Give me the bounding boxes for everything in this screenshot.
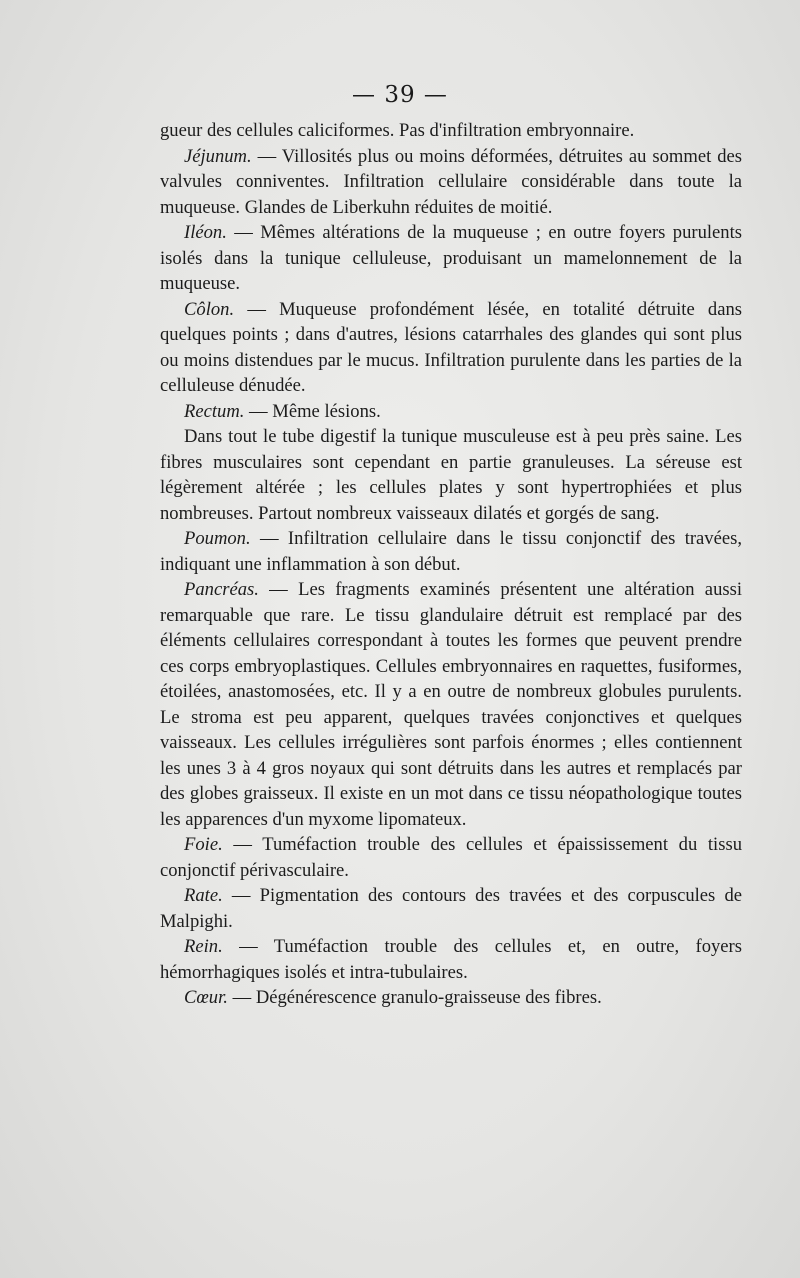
paragraph-text: — Les fragments examinés présentent une altération aussi remarquable que rare. Le tissu glandulaire détruit est remplacé par des éléments cellulaires correspondant à toutes les formes que peuvent prendre ces corps embryoplastiques. Cellules embryonnaires en raquettes, fusiformes, étoilées, anastomosées, etc. Il y a en outre de nombreux globules purulents. Le stroma est peu apparent, quelques travées conjonctives et quelques vaisseaux. Les cellules irrégulières sont parfois énormes ; elles contiennent les unes 3 à 4 gros noyaux qui sont détruits dans les autres et remplacés par des globes graisseux. Il existe en un mot dans ce tissu néopathologique toutes les apparences d'un myxome lipomateux. [160, 579, 742, 830]
paragraph-text: — Tuméfaction trouble des cellules et, en outre, foyers hémorrhagiques isolés et intra-tubulaires. [160, 936, 742, 983]
paragraph-rate [160, 883, 742, 934]
paragraph-text: — Même lésions. [244, 400, 381, 422]
organ-heading: Côlon. [184, 298, 235, 320]
paragraph-jejunum [160, 144, 742, 221]
paragraph-text: — Pigmentation des contours des travées et des corpuscules de Malpighi. [160, 885, 742, 932]
paragraph-text: gueur des cellules caliciformes. Pas d'infiltration embryonnaire. [160, 120, 635, 141]
organ-heading: Poumon. [184, 528, 251, 549]
paragraph-ileon [160, 220, 742, 297]
paragraph-text: — Villosités plus ou moins déformées, détruites au sommet des valvules conniventes. Infiltration cellulaire considérable dans toute la muqueuse. Glandes de Liberkuhn réduites de moitié. [160, 145, 742, 218]
paragraph-rein [160, 934, 742, 985]
paragraph-foie [160, 832, 742, 883]
paragraph-text: — Mêmes altérations de la muqueuse ; en outre foyers purulents isolés dans la tunique celluleuse, produisant un mamelonnement de la muqueuse. [160, 222, 742, 294]
paragraph-tube-digestif [160, 424, 742, 526]
paragraph-text: — Tuméfaction trouble des cellules et épaississement du tissu conjonctif périvasculaire. [160, 834, 742, 881]
paragraph-text: — Infiltration cellulaire dans le tissu conjonctif des travées, indiquant une inflammation à son début. [160, 528, 742, 575]
organ-heading: Rate. [184, 885, 223, 906]
organ-heading: Iléon. [184, 222, 227, 243]
body-text [160, 118, 742, 1011]
paragraph-pancreas [160, 577, 742, 832]
paragraph-colon [160, 297, 742, 399]
organ-heading: Cœur. [184, 987, 228, 1008]
paragraph-text: Dans tout le tube digestif la tunique musculeuse est à peu près saine. Les fibres musculaires sont cependant en partie granuleuses. La séreuse est légèrement altérée ; les cellules plates y sont hypertrophiées et plus nombreuses. Partout nombreux vaisseaux dilatés et gorgés de sang. [160, 426, 742, 524]
organ-heading: Foie. [184, 834, 223, 855]
paragraph-text: — Muqueuse profondément lésée, en totalité détruite dans quelques points ; dans d'autres, lésions catarrhales des glandes qui sont plus ou moins distendues par le mucus. Infiltration purulente dans les parties de la celluleuse dénudée. [160, 298, 742, 396]
paragraph-text: — Dégénérescence granulo-graisseuse des fibres. [227, 987, 602, 1008]
organ-heading: Rein. [184, 936, 223, 957]
organ-heading: Pancréas. [184, 579, 259, 600]
organ-heading: Jéjunum. [184, 145, 252, 167]
paragraph-coeur [160, 985, 742, 1011]
paragraph-rectum [160, 399, 742, 425]
page-number: — 39 — [352, 82, 448, 108]
paragraph-continuation [160, 118, 742, 144]
paragraph-poumon [160, 526, 742, 577]
organ-heading: Rectum. [184, 400, 245, 422]
